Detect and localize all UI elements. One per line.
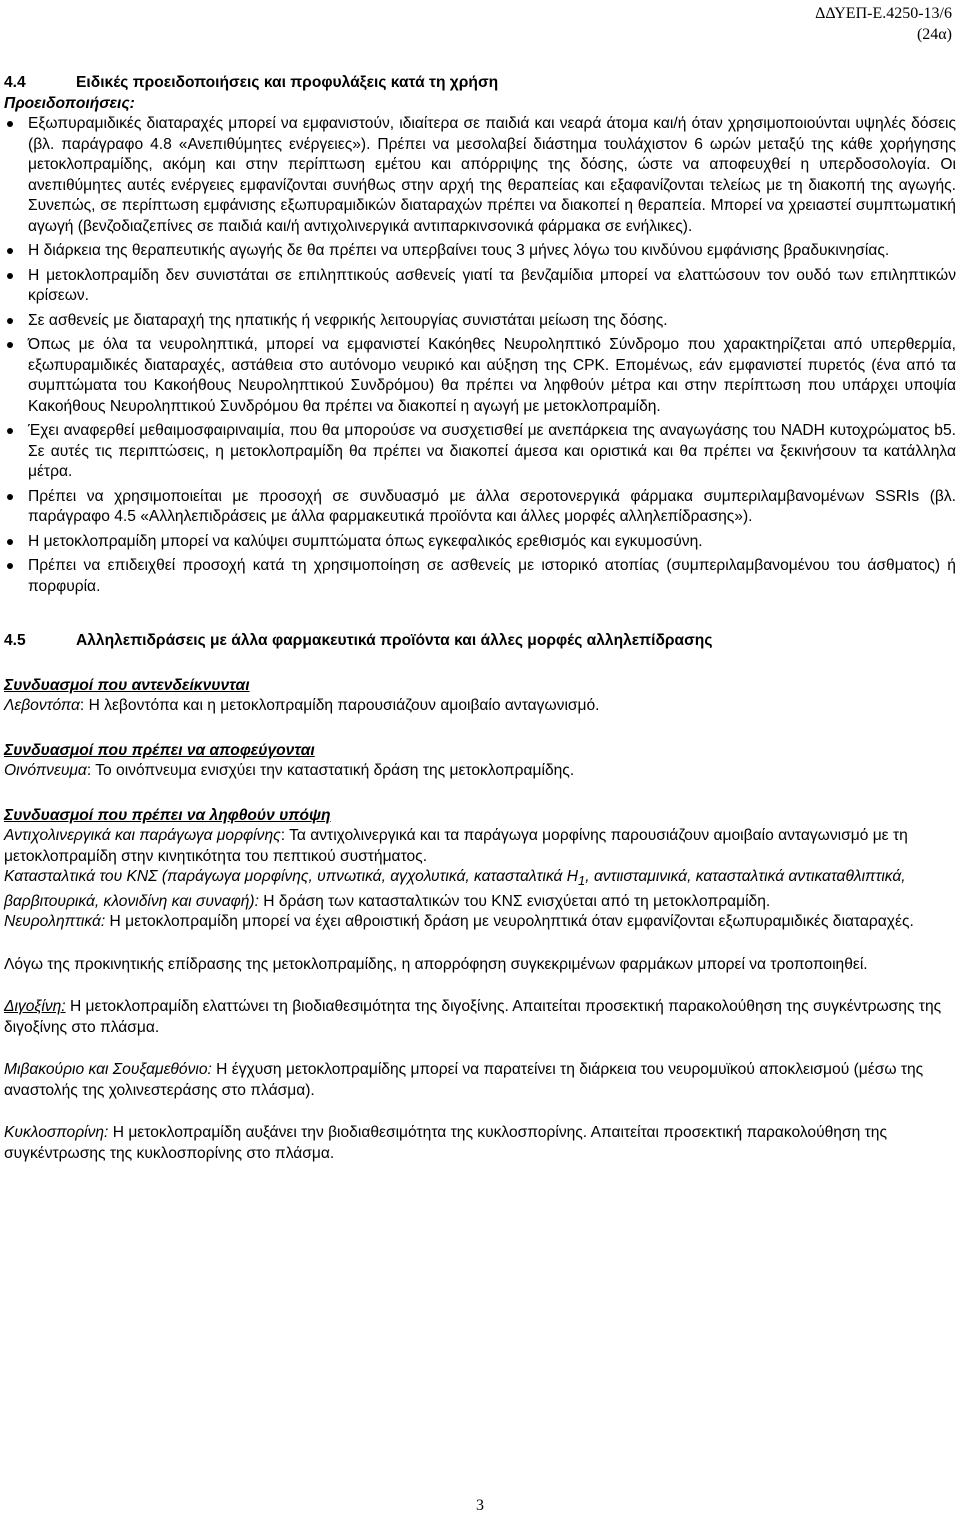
- list-item: Πρέπει να επιδειχθεί προσοχή κατά τη χρησιμοποίηση σε ασθενείς με ιστορικό ατοπίας (συμπεριλαμβανομένου του άσθματος) ή πορφυρία.: [4, 556, 956, 597]
- anticholinergic-paragraph: [4, 826, 956, 867]
- alcohol-paragraph: [4, 761, 956, 782]
- digoxin-text: Η μετοκλοπραμίδη ελαττώνει τη βιοδιαθεσιμότητα της διγοξίνης. Απαιτείται προσεκτική παρακολούθηση της συγκέντρωσης της διγοξίνης στο πλάσμα.: [4, 998, 942, 1036]
- list-item: Η μετοκλοπραμίδη μπορεί να καλύψει συμπτώματα όπως εγκεφαλικός ερεθισμός και εγκυμοσύνη.: [4, 532, 956, 553]
- section-number: 4.4: [4, 74, 26, 91]
- section-title: Αλληλεπιδράσεις με άλλα φαρμακευτικά προϊόντα και άλλες μορφές αλληλεπίδρασης: [76, 632, 713, 649]
- anticholinergic-lead: Αντιχολινεργικά και παράγωγα μορφίνης: [4, 827, 281, 844]
- warnings-list: [4, 114, 956, 597]
- list-item: Όπως με όλα τα νευροληπτικά, μπορεί να εμφανιστεί Κακόηθες Νευροληπτικό Σύνδρομο που χαρακτηρίζεται από υπερθερμία, εξωπυραμιδικές διαταραχές, αστάθεια στο αυτόνομο νευρικό και αύξηση της CPK. Επομένως, εάν εμφανιστεί πυρετός (ένα από τα συμπτώματα του Κακοήθους Νευροληπτικού Συνδρόμου) θα πρέπει να ληφθούν μέτρα και στην περίπτωση που υπάρχει υποψία Κακοήθους Νευροληπτικού Συνδρόμου θα πρέπει να διακοπεί η αγωγή με μετοκλοπραμίδη.: [4, 335, 956, 417]
- neuroleptic-paragraph: [4, 912, 956, 933]
- prokinetic-paragraph: Λόγω της προκινητικής επίδρασης της μετοκλοπραμίδης, η απορρόφηση συγκεκριμένων φαρμάκων μπορεί να τροποποιηθεί.: [4, 955, 868, 973]
- cns-lead-cont: , αντιισταμινικά, κατασταλτικά αντικαταθλιπτικά, βαρβιτουρικά, κλονιδίνη και συναφή):: [4, 868, 906, 910]
- list-item: Η διάρκεια της θεραπευτικής αγωγής δε θα πρέπει να υπερβαίνει τους 3 μήνες λόγω του κινδύνου εμφάνισης βραδυκινησίας.: [4, 241, 956, 262]
- mivacurium-lead: Μιβακούριο και Σουξαμεθόνιο:: [4, 1061, 212, 1079]
- mivacurium-paragraph: [4, 1060, 956, 1101]
- digoxin-paragraph: [4, 997, 956, 1038]
- page-number: 3: [476, 1497, 484, 1514]
- levodopa-paragraph: [4, 696, 956, 717]
- cns-lead-subscript: 1: [578, 873, 586, 889]
- alcohol-text: : Το οινόπνευμα ενισχύει την καταστατική δράση της μετοκλοπραμίδης.: [86, 762, 575, 779]
- section-number: 4.5: [4, 632, 26, 649]
- mivacurium-text: Η έγχυση μετοκλοπραμίδης μπορεί να παρατείνει τη διάρκεια του νευρομυϊκού αποκλεισμού (μέσω της αναστολής της χολινεστεράσης στο πλάσμα).: [4, 1061, 924, 1099]
- list-item: Η μετοκλοπραμίδη δεν συνιστάται σε επιληπτικούς ασθενείς γιατί τα βενζαμίδια μπορεί να ελαττώσουν τον ουδό των επιληπτικών κρίσεων.: [4, 266, 956, 307]
- warnings-heading: Προειδοποιήσεις:: [4, 94, 135, 112]
- section-4-5-heading: [4, 631, 956, 652]
- list-item: Σε ασθενείς με διαταραχή της ηπατικής ή νεφρικής λειτουργίας συνιστάται μείωση της δόσης.: [4, 311, 956, 332]
- avoid-heading: Συνδυασμοί που πρέπει να αποφεύγονται: [4, 741, 315, 759]
- neuroleptic-lead: Νευροληπτικά:: [4, 913, 106, 931]
- document-reference-sub: (24α): [916, 26, 952, 43]
- cyclosporin-paragraph: [4, 1123, 956, 1164]
- list-item: Εξωπυραμιδικές διαταραχές μπορεί να εμφανιστούν, ιδιαίτερα σε παιδιά και νεαρά άτομα και/ή όταν χρησιμοποιούνται υψηλές δόσεις (βλ. παράγραφο 4.8 «Ανεπιθύμητες ενέργειες»). Πρέπει να μεσολαβεί διάστημα τουλάχιστον 6 ωρών μεταξύ της κάθε χορήγησης μετοκλοπραμίδης, ακόμη και στην περίπτωση εμέτου και απόρριψης της δόσης, ώστε να αποφευχθεί η υπερδοσολογία. Οι ανεπιθύμητες αυτές ενέργειες εμφανίζονται συνήθως στην αρχή της θεραπείας και εξαφανίζονται τελείως με τη διακοπή της αγωγής. Συνεπώς, σε περίπτωση εμφάνισης εξωπυραμιδικών διαταραχών πρέπει να διακοπεί η θεραπεία. Μπορεί να χρειαστεί συμπτωματική αγωγή (βενζοδιαζεπίνες σε παιδιά και/ή αντιχολινεργικά αντιπαρκινσονικά φάρμακα σε ενήλικες).: [4, 114, 956, 237]
- list-item: Έχει αναφερθεί μεθαιμοσφαιριναιμία, που θα μπορούσε να συσχετισθεί με ανεπάρκεια της αναγωγάσης του NADH κυτοχρώματος b5. Σε αυτές τις περιπτώσεις, η μετοκλοπραμίδη θα πρέπει να διακοπεί άμεσα και οριστικά και θα πρέπει να ξεκινήσουν τα κατάλληλα μέτρα.: [4, 421, 956, 483]
- section-title: Ειδικές προειδοποιήσεις και προφυλάξεις κατά τη χρήση: [76, 74, 499, 91]
- list-item: Πρέπει να χρησιμοποιείται με προσοχή σε συνδυασμό με άλλα σεροτονεργικά φάρμακα συμπεριλαμβανομένων SSRIs (βλ. παράγραφο 4.5 «Αλληλεπιδράσεις με άλλα φαρμακευτικά προϊόντα και άλλες μορφές αλληλεπίδρασης»).: [4, 487, 956, 528]
- cyclosporin-lead: Κυκλοσπορίνη:: [4, 1124, 109, 1142]
- levodopa-lead: Λεβοντόπα: [4, 697, 80, 714]
- alcohol-lead: Οινόπνευμα: [4, 762, 87, 779]
- neuroleptic-text: Η μετοκλοπραμίδη μπορεί να έχει αθροιστική δράση με νευροληπτικά όταν εμφανίζονται εξωπυραμιδικές διαταραχές.: [105, 913, 914, 931]
- document-body: [4, 73, 956, 1164]
- document-reference: ΔΔΥΕΠ-Ε.4250-13/6: [815, 5, 952, 22]
- cns-lead: Κατασταλτικά του ΚΝΣ (παράγωγα μορφίνης, υπνωτικά, αγχολυτικά, κατασταλτικά Η: [4, 868, 579, 885]
- section-4-4-heading: [4, 73, 956, 94]
- consider-heading: Συνδυασμοί που πρέπει να ληφθούν υπόψη: [4, 806, 331, 824]
- cns-text: Η δράση των κατασταλτικών του ΚΝΣ ενισχύεται από τη μετοκλοπραμίδη.: [258, 892, 771, 910]
- anticholinergic-text: : Τα αντιχολινεργικά και τα παράγωγα μορφίνης παρουσιάζουν αμοιβαίο ανταγωνισμό με τη μετοκλοπραμίδη στην κινητικότητα του πεπτικού συστήματος.: [4, 827, 908, 865]
- cyclosporin-text: Η μετοκλοπραμίδη αυξάνει την βιοδιαθεσιμότητα της κυκλοσπορίνης. Απαιτείται προσεκτική παρακολούθηση της συγκέντρωσης της κυκλοσπορίνης στο πλάσμα.: [4, 1124, 887, 1162]
- contraindicated-heading: Συνδυασμοί που αντενδείκνυνται: [4, 676, 250, 694]
- document-header: [815, 3, 952, 45]
- cns-paragraph: [4, 867, 956, 912]
- digoxin-lead: Διγοξίνη:: [4, 998, 66, 1016]
- levodopa-text: : Η λεβοντόπα και η μετοκλοπραμίδη παρουσιάζουν αμοιβαίο ανταγωνισμό.: [79, 697, 600, 714]
